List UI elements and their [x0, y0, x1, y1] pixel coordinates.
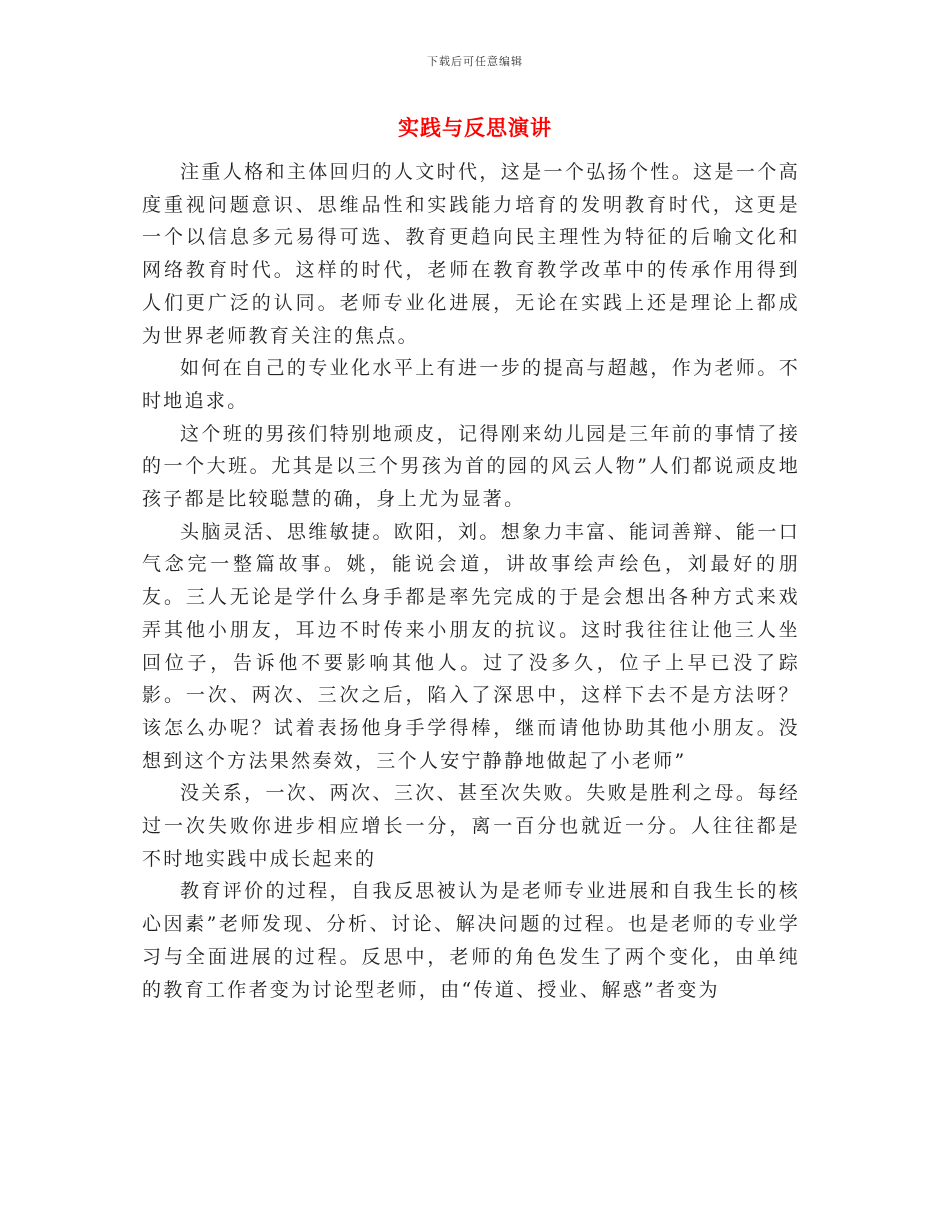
paragraph-1: 注重人格和主体回归的人文时代，这是一个弘扬个性。这是一个高度重视问题意识、思维品性和实践能力培育的发明教育时代，这更是一个以信息多元易得可选、教育更趋向民主理性为特征的后喻文化和网络教育时代。这样的时代，老师在教育教学改革中的传承作用得到人们更广泛的认同。老师专业化进展，无论在实践上还是理论上都成为世界老师教育关注的焦点。: [142, 161, 800, 347]
paragraph-4: 头脑灵活、思维敏捷。欧阳，刘。想象力丰富、能词善辩、能一口气念完一整篇故事。姚，能说会道，讲故事绘声绘色，刘最好的朋友。三人无论是学什么身手都是率先完成的于是会想出各种方式来戏弄其他小朋友，耳边不时传来小朋友的抗议。这时我往往让他三人坐回位子，告诉他不要影响其他人。过了没多久，位子上早已没了踪影。一次、两次、三次之后，陷入了深思中，这样下去不是方法呀？该怎么办呢？试着表扬他身手学得棒，继而请他协助其他小朋友。没想到这个方法果然奏效，三个人安宁静静地做起了小老师”: [142, 520, 800, 772]
paragraph-3: 这个班的男孩们特别地顽皮，记得刚来幼儿园是三年前的事情了接的一个大班。尤其是以三个男孩为首的园的风云人物”人们都说顽皮地孩子都是比较聪慧的确，身上尤为显著。: [142, 422, 800, 511]
document-title: 实践与反思演讲: [398, 116, 552, 140]
paragraph-2: 如何在自己的专业化水平上有进一步的提高与超越，作为老师。不时地追求。: [142, 357, 800, 412]
page-header: 下载后可任意编辑: [427, 55, 523, 68]
paragraph-5: 没关系，一次、两次、三次、甚至次失败。失败是胜利之母。每经过一次失败你进步相应增长一分，离一百分也就近一分。人往往都是不时地实践中成长起来的: [142, 782, 800, 870]
document-body: [142, 156, 800, 1006]
paragraph-6: 教育评价的过程，自我反思被认为是老师专业进展和自我生长的核心因素”老师发现、分析、讨论、解决问题的过程。也是老师的专业学习与全面进展的过程。反思中，老师的角色发生了两个变化，由单纯的教育工作者变为讨论型老师，由“传道、授业、解惑”者变为: [142, 880, 800, 1001]
